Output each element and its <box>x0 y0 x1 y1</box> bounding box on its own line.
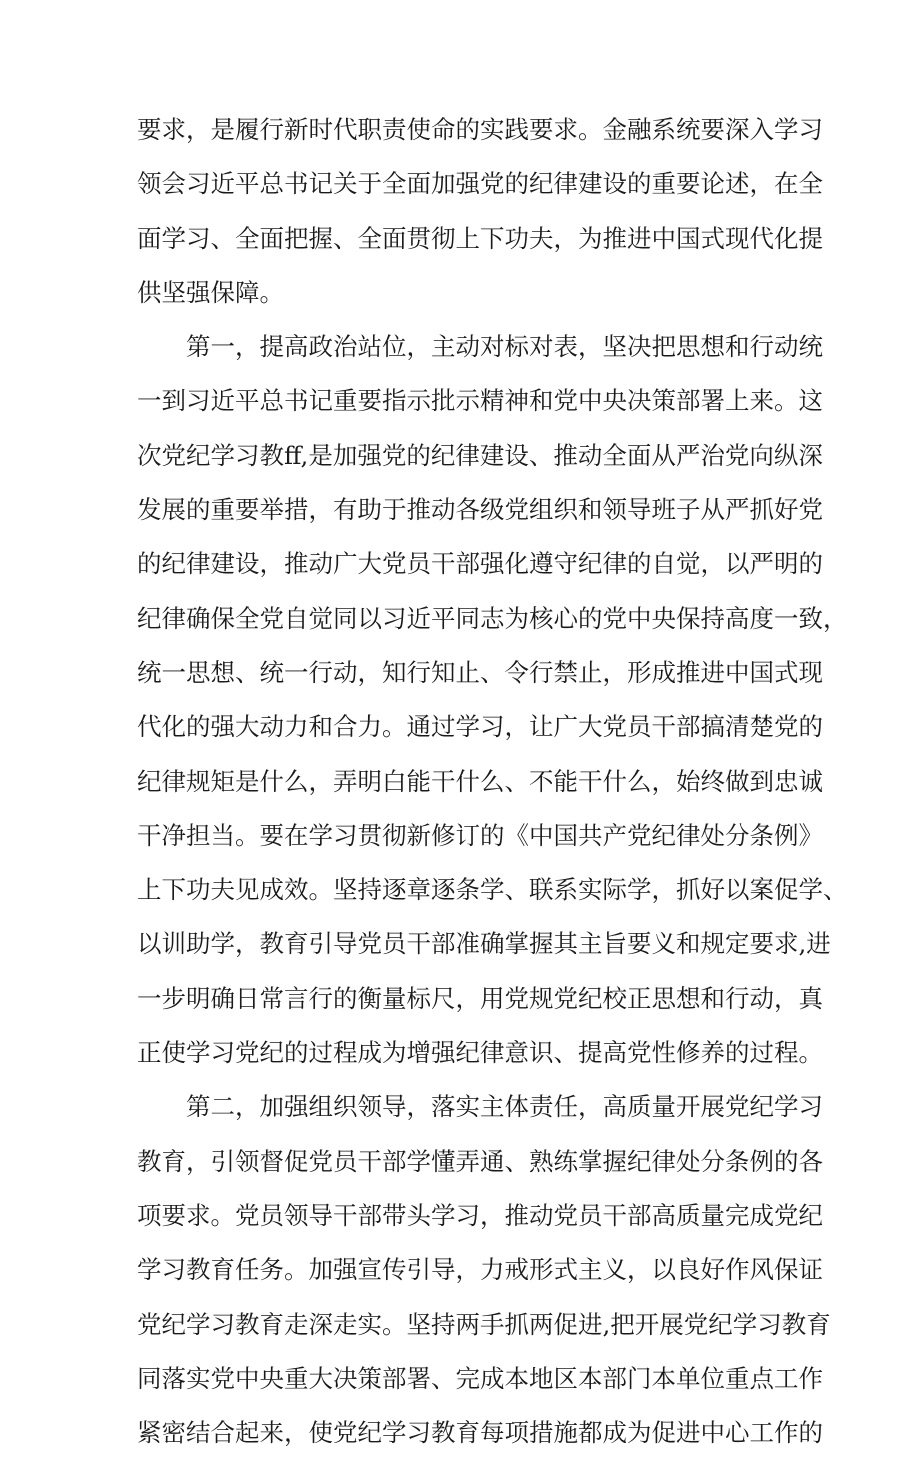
text-line: 党纪学习教育走深走实。坚持两手抓两促进,把开展党纪学习教育 <box>137 1309 831 1339</box>
text-line: 以训助学，教育引导党员干部准确掌握其主旨要义和规定要求,进 <box>137 929 831 959</box>
document-body <box>137 103 848 1460</box>
paragraph <box>137 103 823 320</box>
text-line: 干净担当。要在学习贯彻新修订的《中国共产党纪律处分条例》 <box>137 820 823 850</box>
paragraph <box>137 1080 831 1460</box>
text-line: 发展的重要举措，有助于推动各级党组织和领导班子从严抓好党 <box>137 495 823 525</box>
text-line: 领会习近平总书记关于全面加强党的纪律建设的重要论述，在全 <box>137 169 823 199</box>
text-line: 代化的强大动力和合力。通过学习，让广大党员干部搞清楚党的 <box>137 712 823 742</box>
text-line: 第二，加强组织领导，落实主体责任，高质量开展党纪学习 <box>186 1092 823 1122</box>
text-line: 面学习、全面把握、全面贯彻上下功夫，为推进中国式现代化提 <box>137 223 823 253</box>
text-line: 第一，提高政治站位，主动对标对表，坚决把思想和行动统 <box>186 332 823 362</box>
text-line: 供坚强保障。 <box>137 277 284 307</box>
text-line: 纪律规矩是什么，弄明白能干什么、不能干什么，始终做到忠诚 <box>137 766 823 796</box>
text-line: 次党纪学习教ff,是加强党的纪律建设、推动全面从严治党向纵深 <box>137 440 823 470</box>
text-line: 要求，是履行新时代职责使命的实践要求。金融系统要深入学习 <box>137 115 823 144</box>
text-line: 一步明确日常言行的衡量标尺，用党规党纪校正思想和行动，真 <box>137 983 823 1013</box>
text-line: 上下功夫见成效。坚持逐章逐条学、联系实际学，抓好以案促学、 <box>137 875 848 905</box>
text-line: 一到习近平总书记重要指示批示精神和党中央决策部署上来。这 <box>137 386 823 416</box>
text-line: 正使学习党纪的过程成为增强纪律意识、提高党性修养的过程。 <box>137 1038 823 1068</box>
text-line: 教育，引领督促党员干部学懂弄通、熟练掌握纪律处分条例的各 <box>137 1146 823 1176</box>
text-line: 的纪律建设，推动广大党员干部强化遵守纪律的自觉，以严明的 <box>137 549 823 579</box>
text-line: 项要求。党员领导干部带头学习，推动党员干部高质量完成党纪 <box>137 1200 823 1230</box>
text-line: 紧密结合起来，使党纪学习教育每项措施都成为促进中心工作的 <box>137 1418 823 1448</box>
text-line: 学习教育任务。加强宣传引导，力戒形式主义，以良好作风保证 <box>137 1255 823 1285</box>
text-line: 统一思想、统一行动，知行知止、令行禁止，形成推进中国式现 <box>137 657 823 687</box>
text-line: 同落实党中央重大决策部署、完成本地区本部门本单位重点工作 <box>137 1363 823 1393</box>
paragraph <box>137 320 848 1080</box>
text-line: 纪律确保全党自觉同以习近平同志为核心的党中央保持高度一致， <box>137 603 848 633</box>
